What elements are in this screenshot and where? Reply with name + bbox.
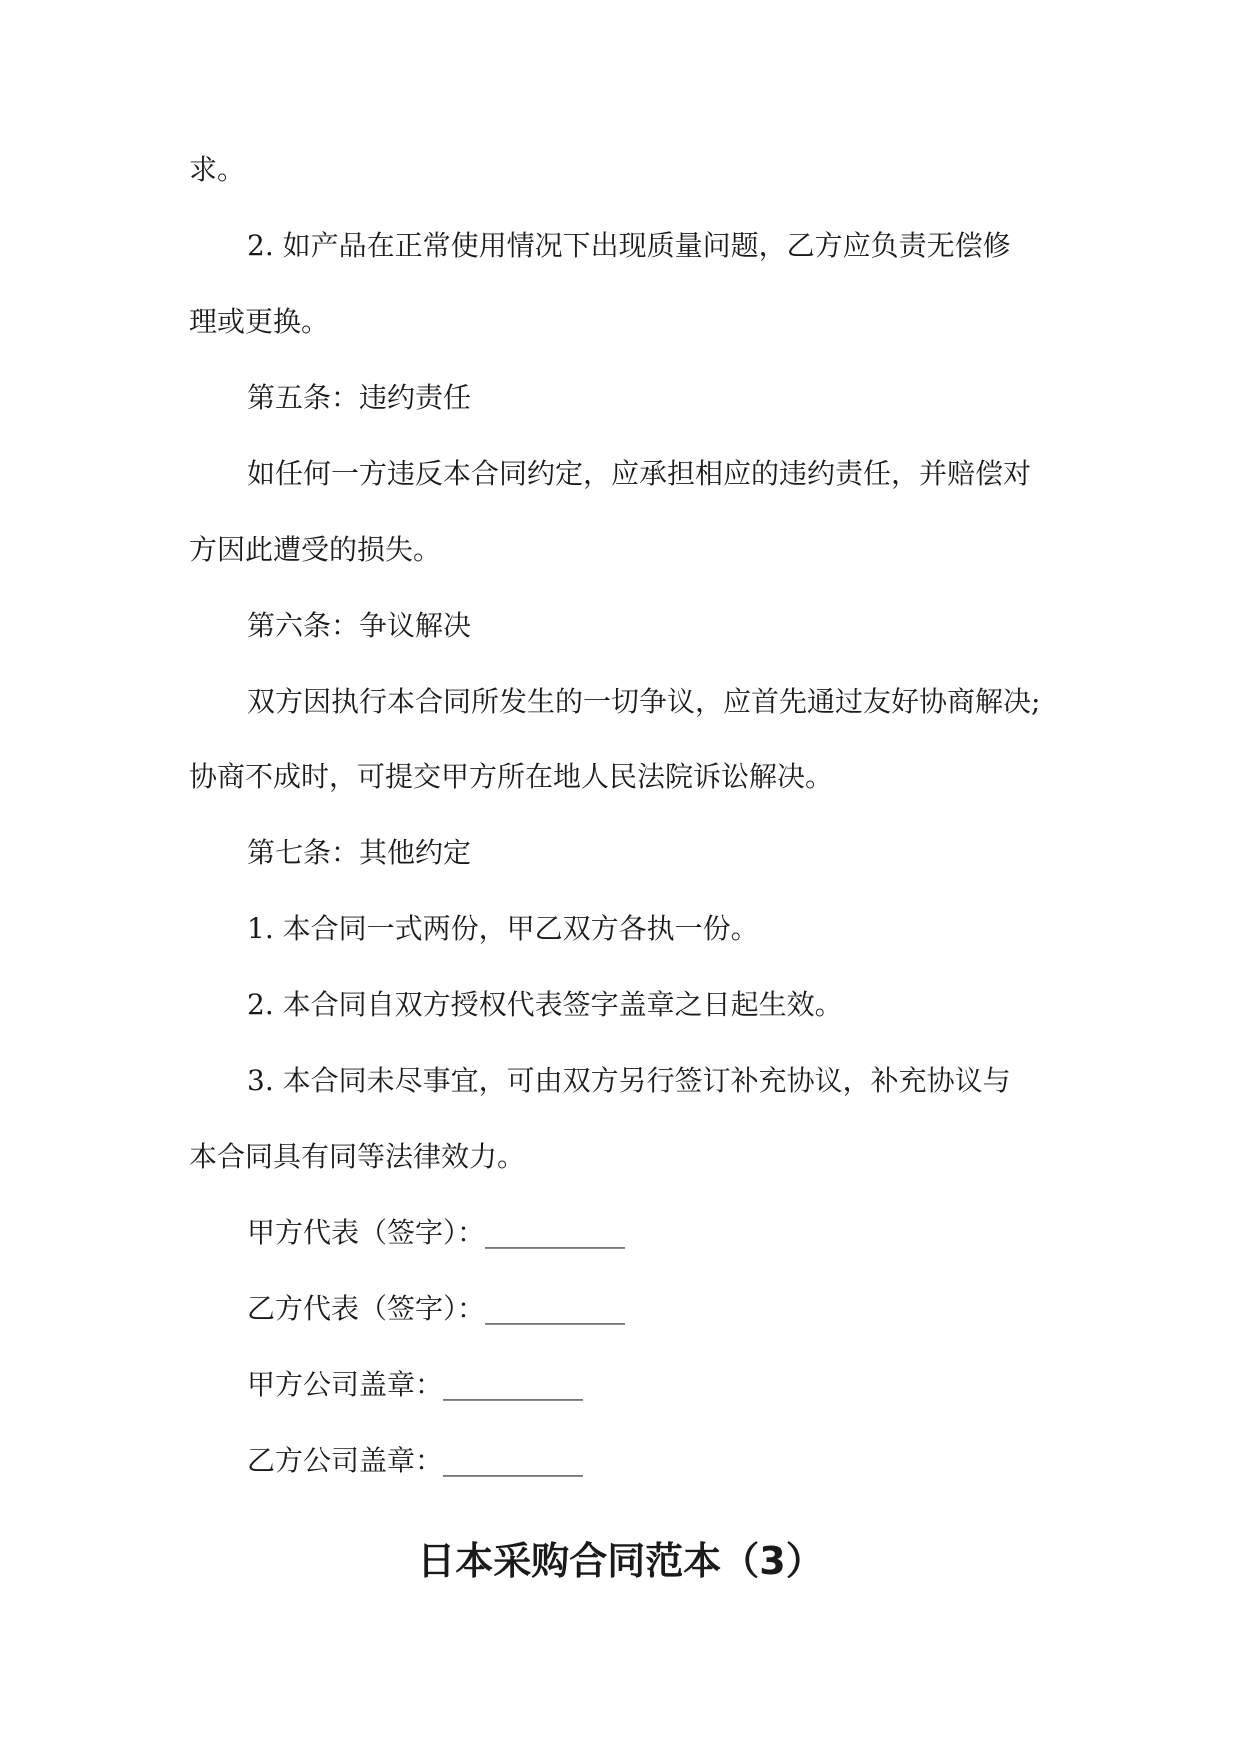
text-line: 协商不成时，可提交甲方所在地人民法院诉讼解决。 [189,760,834,793]
section-heading: 第六条：争议解决 [247,609,472,642]
section-heading: 第五条：违约责任 [247,381,472,414]
text-line: 方因此遭受的损失。 [189,533,442,566]
signature-line: 甲方代表（签字）：__________ [247,1216,626,1249]
text-line: 2. 本合同自双方授权代表签字盖章之日起生效。 [247,988,843,1021]
text-line: 1. 本合同一式两份，甲乙双方各执一份。 [247,912,759,945]
seal-line: 甲方公司盖章：__________ [247,1368,584,1401]
text-line: 求。 [189,153,246,186]
signature-line: 乙方代表（签字）：__________ [247,1292,626,1325]
text-line: 双方因执行本合同所发生的一切争议，应首先通过友好协商解决; [247,685,1041,718]
text-line: 3. 本合同未尽事宜，可由双方另行签订补充协议，补充协议与 [247,1064,1011,1097]
text-line: 本合同具有同等法律效力。 [189,1140,526,1173]
text-line: 理或更换。 [189,305,330,338]
text-line: 如任何一方违反本合同约定，应承担相应的违约责任，并赔偿对 [247,457,1032,490]
text-line: 2. 如产品在正常使用情况下出现质量问题，乙方应负责无偿修 [247,229,1011,262]
seal-line: 乙方公司盖章：__________ [247,1444,584,1477]
section-heading: 第七条：其他约定 [247,836,472,869]
document-title: 日本采购合同范本（3） [417,1539,824,1583]
